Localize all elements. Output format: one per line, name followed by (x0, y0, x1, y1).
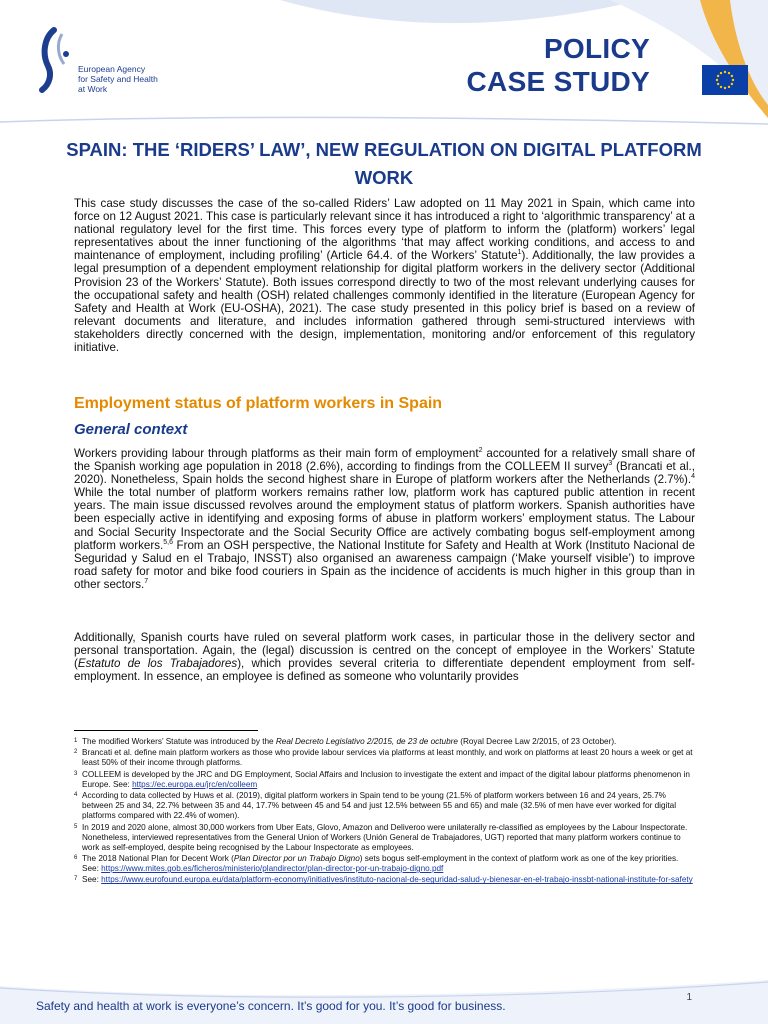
footnote-ref[interactable]: 7 (144, 578, 149, 586)
doc-type-line: POLICY (543, 33, 650, 64)
agency-name-line: at Work (78, 84, 108, 94)
eu-flag-icon (702, 65, 748, 95)
footer-slogan: Safety and health at work is everyone’s concern. It’s good for you. It’s good for business. (36, 999, 506, 1013)
footnote-ref[interactable]: 4 (691, 473, 695, 481)
subsection-heading: General context (74, 421, 188, 438)
courts-paragraph: Additionally, Spanish courts have ruled on several platform work cases, in particular those in the delivery sector and personal transportation. Again, the (legal) discussion is centred on the concept of employee in the Workers’ Statute (Estatuto de los Trabajadores), which provides several criteria to differentiate dependent employment from self-employment. In essence, an employee is defined as someone who voluntarily provides (74, 631, 695, 684)
footnote-link[interactable]: https://www.mites.gob.es/ficheros/ministerio/plandirector/plan-director-por-un-trabajo-digno.pdf (101, 864, 444, 874)
document-type (467, 32, 650, 98)
document-title: SPAIN: THE ‘RIDERS’ LAW’, NEW REGULATION ON DIGITAL PLATFORM WORK (66, 139, 702, 188)
footnote: 4 According to data collected by Huws et al. (2019), digital platform workers in Spain tend to be young (21.5% of platform workers between 16 and 24 years, 25.7% between 25 and 34, 22.7% between 35 and 44, 17.7% between 45 and 54 and just 12.5% between 55 and 65) and male (32.5% of men have ever worked for digital platforms compared with 22.4% of women). (74, 791, 677, 821)
page-number: 1 (686, 992, 692, 1003)
footnote: 6 The 2018 National Plan for Decent Work (Plan Director por un Trabajo Digno) sets bogus self-employment in the context of platform work as one of the key priorities. See: https://www.mites.gob.es/ficheros/ministerio/plandirector/plan-director-por-un-trabajo-digno.pdf (74, 853, 679, 874)
footnote: 7 See: https://www.eurofound.europa.eu/data/platform-economy/initiatives/instituto-nacional-de-seguridad-salud-y-bienesar-en-el-trabajo-inssbt-national-institute-for-safety (74, 875, 693, 885)
footnote: 2 Brancati et al. define main platform workers as those who provide labour services via platforms at least monthly, and work on platforms at least 20 hours a week or get at least 50% of their income through platforms. (74, 748, 693, 768)
footnote-ref[interactable]: 3 (608, 460, 613, 468)
footnote-link[interactable]: https://www.eurofound.europa.eu/data/platform-economy/initiatives/instituto-nacional-de-seguridad-salud-y-bienesar-en-el-trabajo-inssbt-national-institute-for-safety (101, 875, 693, 885)
footer-wave-decoration (0, 960, 768, 1024)
doc-type-line: CASE STUDY (466, 66, 650, 97)
footnote-ref[interactable]: 2 (478, 447, 483, 455)
footnotes (74, 737, 695, 887)
context-paragraph: Workers providing labour through platforms as their main form of employment$^2$ accounted for a relatively small share of the Spanish working age population in 2018 (2.6%), according to findings from the COLLEEM II survey$^3$ (Brancati et al., 2020). Nonetheless, Spain holds the second highest share in Europe of platform workers after the Netherlands (2.7%).$^4$ While the total number of platform workers remains rather low, platform work has captured public attention in recent years. The main issue discussed revolves around the employment status of platform workers. Spanish authorities have been especially active in identifying and exposing forms of abuse in platform workers’ employment status. The Labour and Social Security Inspectorate and the Social Security Office are actively combating bogus self-employment among platform workers.$^{5,6}$ From an OSH perspective, the National Institute for Safety and Health at Work (Instituto Nacional de Seguridad y Salud en el Trabajo, INSST) also organised an awareness campaign (‘Make yourself visible’) to improve road safety for motor and bike food couriers in Spain as the incidence of accidents is much higher in this group than in other sectors.$^7$ (74, 447, 695, 591)
footnote-separator (74, 730, 258, 731)
agency-name-line: European Agency (78, 64, 146, 74)
footnote-link[interactable]: https://ec.europa.eu/jrc/en/colleem (132, 779, 258, 789)
footnote-ref[interactable]: 5,6 (163, 538, 173, 546)
intro-paragraph: This case study discusses the case of the so-called Riders’ Law adopted on 11 May 2021 in Spain, which came into force on 12 August 2021. This case is particularly relevant since it has introduced a right to ‘algorithmic transparency’ at a national regulatory level for the first time. This forces every type of platform to inform the (platform) workers’ legal representatives about the inner functioning of the algorithms ‘that may affect working conditions, and access to and maintenance of employment, including profiling’ (Article 64.4. of the Workers’ Statute$^1$). Additionally, the law provides a legal presumption of a dependent employment relationship for digital platform workers in the delivery sector (Additional Provision 23 of the Workers’ Statute). Both issues correspond directly to two of the most relevant underlying causes for the occupational safety and health (OSH) related challenges commonly identified in the literature (European Agency for Safety and Health at Work (EU-OSHA), 2021). The case study presented in this policy brief is based on a review of relevant documents and literature, and includes information gathered through semi-structured interviews with stakeholders directly concerned with the design, implementation, monitoring and/or enforcement of this regulatory initiative. (74, 197, 695, 355)
footnote: 1 The modified Workers’ Statute was introduced by the Real Decreto Legislativo 2/2015, de 23 de octubre (Royal Decree Law 2/2015, of 23 October). (74, 737, 617, 746)
section-heading: Employment status of platform workers in Spain (74, 395, 443, 412)
footnote-ref[interactable]: 1 (517, 249, 522, 257)
agency-name-line: for Safety and Health (78, 74, 158, 84)
footnote: 5 In 2019 and 2020 alone, almost 30,000 workers from Uber Eats, Glovo, Amazon and Deliveroo were unilaterally re-classified as employees by the Labour Inspectorate. Nonetheless, interviewed representatives from the General Union of Workers (Unión General de Trabajadores, UGT) reported that many platform workers continue to work as self-employed, despite being recognised by the Labour Inspectorate as employees. (74, 822, 688, 852)
footnote: 3 COLLEEM is developed by the JRC and DG Employment, Social Affairs and Inclusion to investigate the extent and impact of the digital labour platforms phenomenon in Europe. See: https://ec.europa.eu/jrc/en/colleem (74, 769, 690, 789)
agency-name (78, 64, 158, 94)
